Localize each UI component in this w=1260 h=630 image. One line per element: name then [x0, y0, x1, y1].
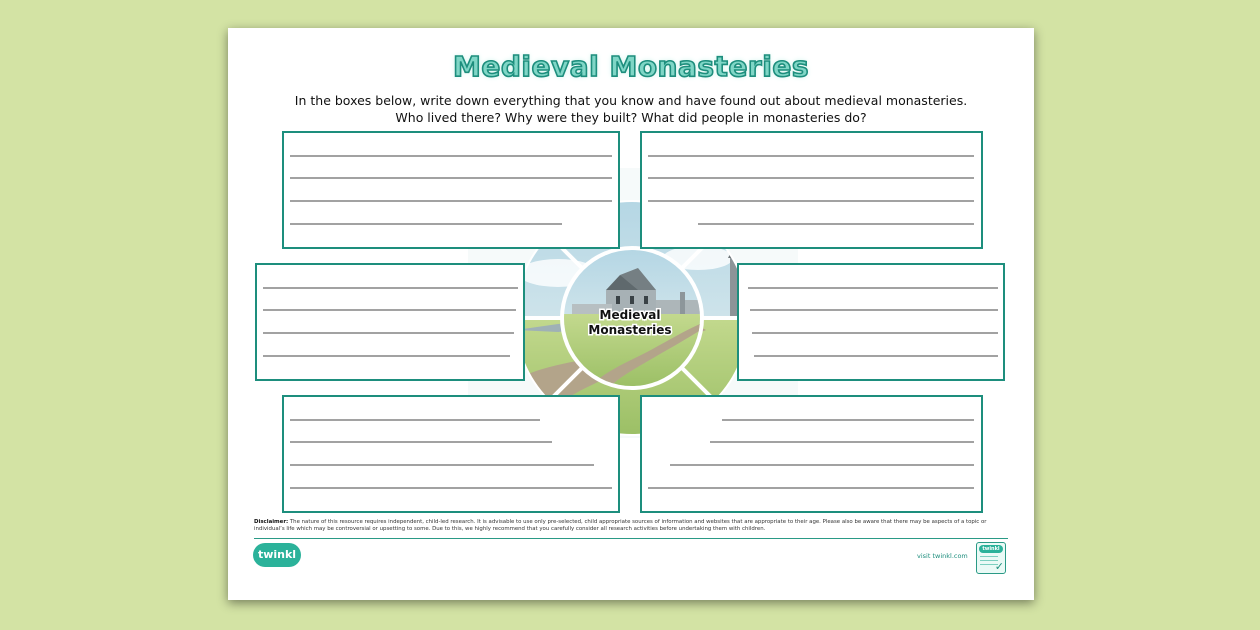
quality-badge-icon — [976, 542, 1006, 574]
answer-box-bottom-left[interactable] — [283, 396, 619, 512]
answer-box-middle-left[interactable] — [256, 264, 524, 380]
answer-box-middle-right[interactable] — [738, 264, 1004, 380]
twinkl-logo[interactable]: twinkl — [253, 543, 301, 567]
page-title: Medieval Monasteries — [452, 50, 809, 83]
footer-divider — [254, 538, 1008, 539]
center-label-line1: Medieval — [599, 308, 661, 322]
disclaimer-label: Disclaimer: — [254, 519, 289, 525]
checkmark-icon: ✓ — [994, 560, 1004, 573]
answer-box-top-right[interactable] — [641, 132, 982, 248]
worksheet-page — [228, 28, 1034, 600]
answer-box-bottom-right[interactable] — [641, 396, 982, 512]
disclaimer — [254, 519, 1012, 533]
instructions-line-2: Who lived there? Why were they built? What did people in monasteries do? — [395, 110, 867, 125]
center-label-line2: Monasteries — [588, 323, 672, 337]
visit-link[interactable]: visit twinkl.com — [917, 552, 968, 560]
instructions-line-1: In the boxes below, write down everything that you know and have found out about medieval monasteries. — [294, 93, 968, 108]
answer-box-top-left[interactable] — [283, 132, 619, 248]
badge-label: twinkl — [979, 545, 1003, 553]
disclaimer-text: The nature of this resource requires independent, child-led research. It is advisable to use only pre-selected, child appropriate sources of information and websites that are appropriate to their age. Please also be aware that there may be aspects of a topic or individual’s life which may be controversial or upsetting to some. Due to this, we highly recommend that you carefully consider all research activities before undertaking them with children. — [254, 519, 987, 532]
